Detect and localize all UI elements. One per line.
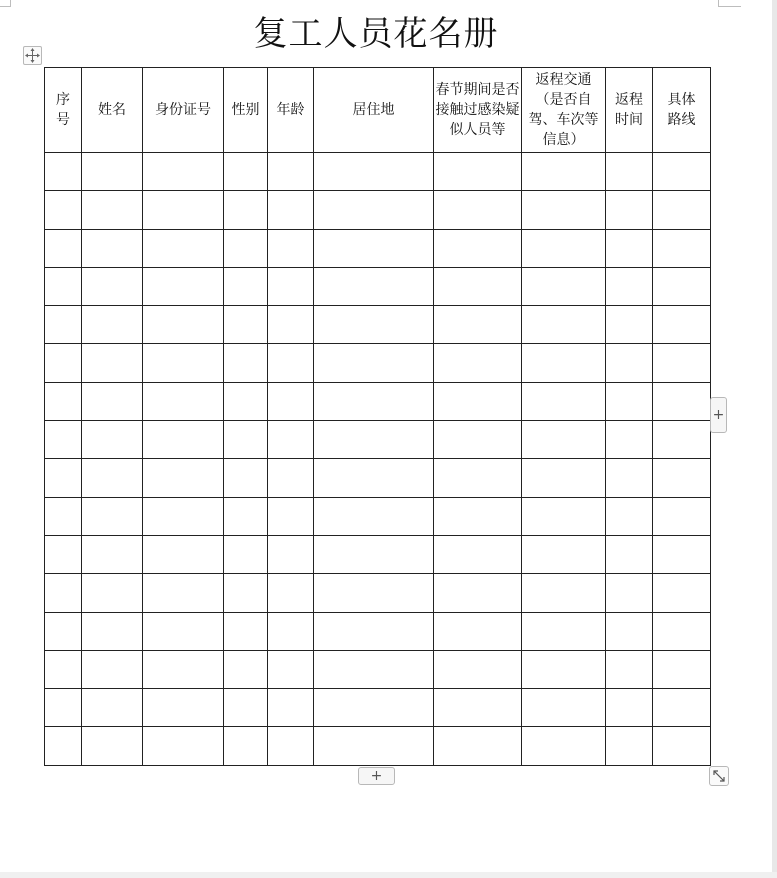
cell-route[interactable]	[653, 191, 711, 229]
cell-return-transport[interactable]	[522, 267, 606, 305]
cell-id-number[interactable]	[143, 497, 224, 535]
cell-return-time[interactable]	[606, 306, 653, 344]
table-row	[45, 459, 711, 497]
cell-name[interactable]	[82, 191, 143, 229]
cell-return-transport[interactable]	[522, 382, 606, 420]
cell-route[interactable]	[653, 344, 711, 382]
header-cell-name[interactable]: 姓名	[82, 68, 143, 153]
cell-route[interactable]	[653, 421, 711, 459]
cell-residence[interactable]	[314, 497, 434, 535]
header-cell-contact-history[interactable]: 春节期间是否接触过感染疑似人员等	[434, 68, 522, 153]
cell-return-time[interactable]	[606, 497, 653, 535]
table-row	[45, 612, 711, 650]
page-bottom-edge	[0, 872, 777, 878]
cell-contact-history[interactable]	[434, 497, 522, 535]
cell-index[interactable]	[45, 306, 82, 344]
cell-return-transport[interactable]	[522, 344, 606, 382]
cell-route[interactable]	[653, 229, 711, 267]
cell-residence[interactable]	[314, 689, 434, 727]
cell-route[interactable]	[653, 382, 711, 420]
cell-return-time[interactable]	[606, 267, 653, 305]
cell-return-time[interactable]	[606, 650, 653, 688]
cell-contact-history[interactable]	[434, 421, 522, 459]
table-header-row	[45, 68, 711, 153]
cell-age[interactable]	[268, 153, 314, 191]
cell-residence[interactable]	[314, 229, 434, 267]
page-corner-mark	[0, 0, 11, 7]
cell-route[interactable]	[653, 574, 711, 612]
cell-return-transport[interactable]	[522, 229, 606, 267]
cell-gender[interactable]	[224, 727, 268, 765]
cell-index[interactable]	[45, 421, 82, 459]
cell-name[interactable]	[82, 153, 143, 191]
cell-return-time[interactable]	[606, 727, 653, 765]
table-row	[45, 191, 711, 229]
cell-index[interactable]	[45, 459, 82, 497]
cell-name[interactable]	[82, 689, 143, 727]
cell-contact-history[interactable]	[434, 267, 522, 305]
cell-return-transport[interactable]	[522, 497, 606, 535]
table-row	[45, 689, 711, 727]
cell-return-transport[interactable]	[522, 612, 606, 650]
header-cell-gender[interactable]: 性别	[224, 68, 268, 153]
table-row	[45, 650, 711, 688]
cell-name[interactable]	[82, 727, 143, 765]
cell-return-transport[interactable]	[522, 459, 606, 497]
cell-return-time[interactable]	[606, 382, 653, 420]
cell-age[interactable]	[268, 497, 314, 535]
cell-route[interactable]	[653, 612, 711, 650]
plus-icon: +	[712, 407, 725, 423]
cell-index[interactable]	[45, 229, 82, 267]
page-corner-mark	[718, 0, 741, 7]
cell-contact-history[interactable]	[434, 727, 522, 765]
cell-residence[interactable]	[314, 153, 434, 191]
table-row	[45, 727, 711, 765]
vertical-scrollbar-track[interactable]	[772, 0, 777, 878]
cell-index[interactable]	[45, 191, 82, 229]
cell-gender[interactable]	[224, 535, 268, 573]
cell-gender[interactable]	[224, 612, 268, 650]
table-body	[45, 153, 711, 766]
cell-id-number[interactable]	[143, 344, 224, 382]
cell-index[interactable]	[45, 574, 82, 612]
cell-age[interactable]	[268, 421, 314, 459]
cell-contact-history[interactable]	[434, 191, 522, 229]
cell-gender[interactable]	[224, 306, 268, 344]
cell-id-number[interactable]	[143, 191, 224, 229]
cell-contact-history[interactable]	[434, 574, 522, 612]
table-row	[45, 153, 711, 191]
cell-contact-history[interactable]	[434, 344, 522, 382]
table-row	[45, 267, 711, 305]
cell-age[interactable]	[268, 459, 314, 497]
cell-name[interactable]	[82, 459, 143, 497]
add-row-button[interactable]	[358, 767, 395, 785]
cell-residence[interactable]	[314, 382, 434, 420]
cell-age[interactable]	[268, 535, 314, 573]
cell-age[interactable]	[268, 382, 314, 420]
header-cell-return-transport[interactable]: 返程交通（是否自驾、车次等信息）	[522, 68, 606, 153]
cell-residence[interactable]	[314, 191, 434, 229]
cell-return-transport[interactable]	[522, 191, 606, 229]
cell-gender[interactable]	[224, 574, 268, 612]
cell-name[interactable]	[82, 612, 143, 650]
cell-return-time[interactable]	[606, 459, 653, 497]
cell-return-time[interactable]	[606, 689, 653, 727]
cell-route[interactable]	[653, 650, 711, 688]
header-cell-return-time[interactable]: 返程 时间	[606, 68, 653, 153]
plus-icon: +	[370, 768, 383, 784]
cell-index[interactable]	[45, 689, 82, 727]
header-cell-residence[interactable]: 居住地	[314, 68, 434, 153]
cell-contact-history[interactable]	[434, 153, 522, 191]
cell-return-time[interactable]	[606, 421, 653, 459]
cell-contact-history[interactable]	[434, 689, 522, 727]
cell-return-transport[interactable]	[522, 650, 606, 688]
cell-name[interactable]	[82, 421, 143, 459]
move-arrows-icon	[24, 47, 41, 64]
header-cell-id-number[interactable]: 身份证号	[143, 68, 224, 153]
cell-age[interactable]	[268, 689, 314, 727]
cell-id-number[interactable]	[143, 689, 224, 727]
cell-residence[interactable]	[314, 612, 434, 650]
cell-contact-history[interactable]	[434, 459, 522, 497]
cell-return-time[interactable]	[606, 535, 653, 573]
cell-index[interactable]	[45, 535, 82, 573]
header-cell-route[interactable]: 具体 路线	[653, 68, 711, 153]
cell-id-number[interactable]	[143, 382, 224, 420]
cell-return-transport[interactable]	[522, 535, 606, 573]
cell-age[interactable]	[268, 344, 314, 382]
cell-id-number[interactable]	[143, 535, 224, 573]
cell-return-time[interactable]	[606, 191, 653, 229]
cell-id-number[interactable]	[143, 612, 224, 650]
cell-gender[interactable]	[224, 191, 268, 229]
cell-gender[interactable]	[224, 421, 268, 459]
cell-residence[interactable]	[314, 267, 434, 305]
cell-name[interactable]	[82, 229, 143, 267]
cell-id-number[interactable]	[143, 421, 224, 459]
cell-contact-history[interactable]	[434, 535, 522, 573]
cell-gender[interactable]	[224, 267, 268, 305]
cell-return-transport[interactable]	[522, 306, 606, 344]
cell-return-time[interactable]	[606, 612, 653, 650]
cell-contact-history[interactable]	[434, 306, 522, 344]
cell-age[interactable]	[268, 650, 314, 688]
cell-gender[interactable]	[224, 153, 268, 191]
cell-index[interactable]	[45, 650, 82, 688]
cell-age[interactable]	[268, 267, 314, 305]
cell-residence[interactable]	[314, 535, 434, 573]
cell-index[interactable]	[45, 727, 82, 765]
cell-return-transport[interactable]	[522, 421, 606, 459]
cell-id-number[interactable]	[143, 229, 224, 267]
cell-contact-history[interactable]	[434, 612, 522, 650]
table-move-handle[interactable]	[23, 46, 42, 65]
cell-return-transport[interactable]	[522, 153, 606, 191]
cell-contact-history[interactable]	[434, 229, 522, 267]
cell-route[interactable]	[653, 459, 711, 497]
cell-residence[interactable]	[314, 459, 434, 497]
cell-name[interactable]	[82, 344, 143, 382]
cell-name[interactable]	[82, 267, 143, 305]
cell-route[interactable]	[653, 727, 711, 765]
cell-gender[interactable]	[224, 497, 268, 535]
cell-return-time[interactable]	[606, 344, 653, 382]
table-row	[45, 535, 711, 573]
cell-index[interactable]	[45, 497, 82, 535]
cell-index[interactable]	[45, 267, 82, 305]
cell-name[interactable]	[82, 497, 143, 535]
table-row	[45, 344, 711, 382]
cell-age[interactable]	[268, 574, 314, 612]
cell-gender[interactable]	[224, 650, 268, 688]
cell-id-number[interactable]	[143, 306, 224, 344]
cell-route[interactable]	[653, 153, 711, 191]
cell-id-number[interactable]	[143, 727, 224, 765]
cell-age[interactable]	[268, 191, 314, 229]
add-column-button[interactable]	[710, 397, 727, 433]
cell-age[interactable]	[268, 229, 314, 267]
cell-index[interactable]	[45, 153, 82, 191]
table-row	[45, 421, 711, 459]
cell-contact-history[interactable]	[434, 650, 522, 688]
cell-age[interactable]	[268, 727, 314, 765]
cell-residence[interactable]	[314, 727, 434, 765]
cell-residence[interactable]	[314, 650, 434, 688]
cell-id-number[interactable]	[143, 574, 224, 612]
cell-return-transport[interactable]	[522, 574, 606, 612]
table-row	[45, 497, 711, 535]
cell-return-time[interactable]	[606, 153, 653, 191]
table-row	[45, 306, 711, 344]
cell-name[interactable]	[82, 535, 143, 573]
cell-gender[interactable]	[224, 459, 268, 497]
cell-index[interactable]	[45, 382, 82, 420]
cell-name[interactable]	[82, 306, 143, 344]
resize-diagonal-icon	[710, 767, 728, 785]
cell-gender[interactable]	[224, 344, 268, 382]
table-row	[45, 382, 711, 420]
cell-name[interactable]	[82, 574, 143, 612]
table-row	[45, 229, 711, 267]
cell-gender[interactable]	[224, 689, 268, 727]
header-cell-age[interactable]: 年龄	[268, 68, 314, 153]
cell-id-number[interactable]	[143, 650, 224, 688]
cell-return-transport[interactable]	[522, 727, 606, 765]
cell-age[interactable]	[268, 612, 314, 650]
cell-contact-history[interactable]	[434, 382, 522, 420]
cell-gender[interactable]	[224, 229, 268, 267]
cell-residence[interactable]	[314, 574, 434, 612]
cell-route[interactable]	[653, 267, 711, 305]
cell-return-time[interactable]	[606, 229, 653, 267]
cell-gender[interactable]	[224, 382, 268, 420]
cell-age[interactable]	[268, 306, 314, 344]
table-row	[45, 574, 711, 612]
cell-route[interactable]	[653, 306, 711, 344]
cell-return-transport[interactable]	[522, 689, 606, 727]
cell-residence[interactable]	[314, 344, 434, 382]
header-cell-index[interactable]: 序 号	[45, 68, 82, 153]
cell-route[interactable]	[653, 535, 711, 573]
document-title[interactable]: 复工人员花名册	[253, 14, 499, 54]
cell-id-number[interactable]	[143, 153, 224, 191]
cell-residence[interactable]	[314, 421, 434, 459]
cell-name[interactable]	[82, 650, 143, 688]
cell-return-time[interactable]	[606, 574, 653, 612]
cell-name[interactable]	[82, 382, 143, 420]
table-resize-handle[interactable]	[709, 766, 729, 786]
roster-table	[44, 67, 711, 766]
cell-route[interactable]	[653, 497, 711, 535]
cell-index[interactable]	[45, 344, 82, 382]
cell-route[interactable]	[653, 689, 711, 727]
cell-index[interactable]	[45, 612, 82, 650]
cell-id-number[interactable]	[143, 267, 224, 305]
cell-residence[interactable]	[314, 306, 434, 344]
cell-id-number[interactable]	[143, 459, 224, 497]
